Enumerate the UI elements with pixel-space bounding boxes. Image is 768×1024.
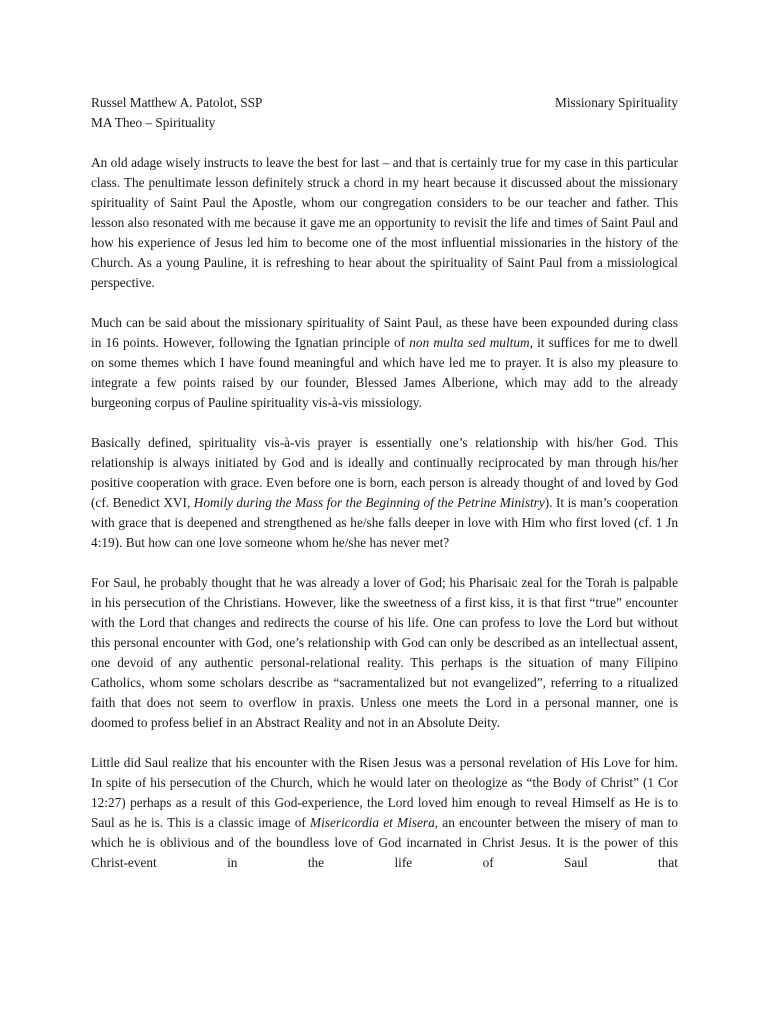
author-name: Russel Matthew A. Patolot, SSP xyxy=(91,95,263,110)
document-page xyxy=(91,93,678,893)
paragraph xyxy=(91,313,678,413)
paragraph-text: An old adage wisely instructs to leave the best for last – and that is certainly true for my case in this particular class. The penultimate lesson definitely struck a chord in my heart because it discussed about the missionary spirituality of Saint Paul the Apostle, whom our congregation considers to be our teacher and father. This lesson also resonated with me because it gave me an opportunity to revisit the life and times of Saint Paul and how his experience of Jesus led him to become one of the most influential missionaries in the history of the Church. As a young Pauline, it is refreshing to hear about the spirituality of Saint Paul from a missiological perspective. xyxy=(91,155,678,290)
paragraph xyxy=(91,753,678,873)
italic-text: non multa sed multum xyxy=(409,335,530,350)
paragraph-text: , an encounter between the misery of man to which he is oblivious and of the boundless love of God incarnated in Christ Jesus. It is the power of this Christ-event in the life of Saul that xyxy=(91,815,678,870)
paragraph xyxy=(91,573,678,733)
paragraph-text: , it suffices for me to dwell on some themes which I have found meaningful and which have led me to prayer. It is also my pleasure to integrate a few points raised by our founder, Blessed James Alberione, which may add to the already burgeoning corpus of Pauline spirituality vis-à-vis missiology. xyxy=(91,335,678,410)
paragraph xyxy=(91,433,678,553)
italic-text: Misericordia et Misera xyxy=(310,815,435,830)
paragraph-text: Much can be said about the missionary spirituality of Saint Paul, as these have been expounded during class in 16 points. However, following the Ignatian principle of xyxy=(91,315,678,350)
paragraph xyxy=(91,153,678,293)
italic-text: Homily during the Mass for the Beginning of the Petrine Ministry xyxy=(193,495,545,510)
paragraph-text: Basically defined, spirituality vis-à-vis prayer is essentially one’s relationship with his/her God. This relationship is always initiated by God and is ideally and continually reciprocated by man through his/her positive cooperation with grace. Even before one is born, each person is already thought of and loved by God (cf. Benedict XVI, xyxy=(91,435,678,510)
document-header xyxy=(91,93,678,133)
paragraph-text: For Saul, he probably thought that he was already a lover of God; his Pharisaic zeal for the Torah is palpable in his persecution of the Christians. However, like the sweetness of a first kiss, it is that first “true” encounter with the Lord that changes and redirects the course of his life. One can profess to love the Lord but without this personal encounter with God, one’s relationship with God can only be described as an intellectual assent, one devoid of any authentic personal-relational reality. This perhaps is the situation of many Filipino Catholics, whom some scholars describe as “sacramentalized but not evangelized”, referring to a ritualized faith that does not seem to overflow in praxis. Unless one meets the Lord in a personal manner, one is doomed to profess belief in an Abstract Reality and not in an Absolute Deity. xyxy=(91,575,678,730)
paragraph-text: Little did Saul realize that his encounter with the Risen Jesus was a personal revelation of His Love for him. In spite of his persecution of the Church, which he would later on theologize as “the Body of Christ” (1 Cor 12:27) perhaps as a result of this God-experience, the Lord loved him enough to reveal Himself as He is to Saul as he is. This is a classic image of xyxy=(91,755,678,830)
header-row xyxy=(91,93,678,113)
document-body xyxy=(91,153,678,873)
course-title: Missionary Spirituality xyxy=(555,95,678,110)
paragraph-text: ). It is man’s cooperation with grace that is deepened and strengthened as he/she falls deeper in love with Him who first loved (cf. 1 Jn 4:19). But how can one love someone whom he/she has never met? xyxy=(91,495,678,550)
program-name: MA Theo – Spirituality xyxy=(91,115,216,130)
